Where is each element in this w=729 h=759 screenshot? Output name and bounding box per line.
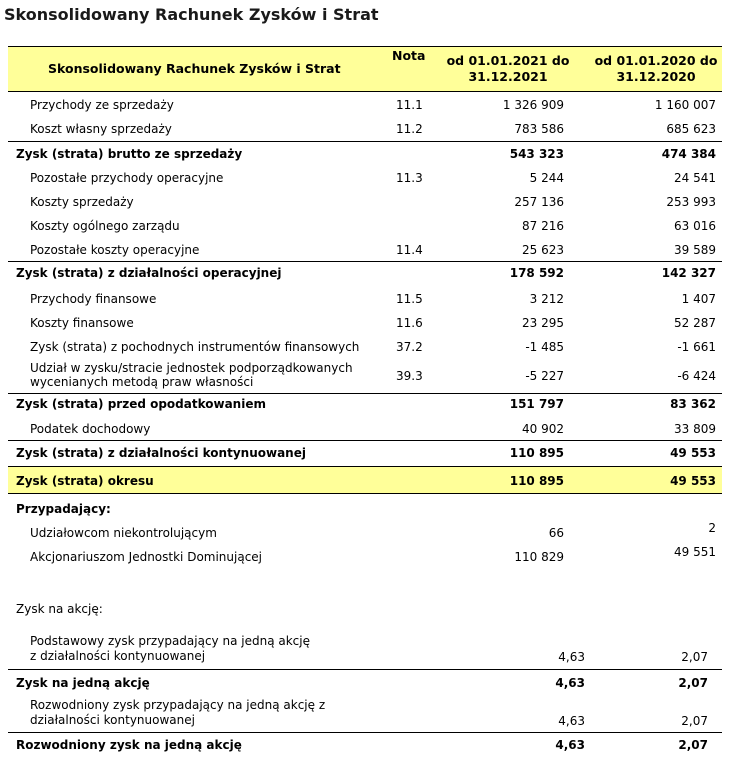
row-value-2020: 49 553 [670, 474, 716, 488]
row-value-2020: 33 809 [674, 422, 716, 436]
header-period-2020: od 01.01.2020 do 31.12.2020 [594, 53, 718, 84]
row-value-2020: 49 553 [670, 446, 716, 460]
row-nota: 11.5 [396, 292, 423, 306]
row-value-2021: 110 829 [514, 550, 564, 564]
row-value-2021: 110 895 [509, 446, 564, 460]
row-nota: 11.4 [396, 243, 423, 257]
row-label: Zysk (strata) okresu [16, 474, 154, 488]
row-value-2020: 474 384 [661, 147, 716, 161]
row-nota: 11.3 [396, 171, 423, 185]
table-row [8, 698, 722, 728]
row-label: Przychody ze sprzedaży [30, 98, 174, 112]
row-label: Zysk (strata) z działalności operacyjnej [16, 266, 282, 280]
row-divider [8, 141, 722, 142]
row-label: Zysk na jedną akcję [16, 676, 150, 690]
row-nota: 11.2 [396, 122, 423, 136]
table-header [8, 46, 722, 92]
row-value-2021: 40 902 [522, 422, 564, 436]
row-value-2020: 2,07 [681, 650, 708, 664]
row-nota: 11.1 [396, 98, 423, 112]
row-value-2021: 4,63 [558, 650, 585, 664]
row-value-2020: -1 661 [677, 340, 716, 354]
row-value-2021: 543 323 [509, 147, 564, 161]
row-divider [8, 732, 722, 733]
row-value-2020: 2,07 [681, 714, 708, 728]
attribution-heading: Przypadający: [16, 502, 111, 516]
row-value-2021: -1 485 [525, 340, 564, 354]
row-value-2020: 39 589 [674, 243, 716, 257]
row-value-2020: 142 327 [661, 266, 716, 280]
row-divider [8, 669, 722, 670]
row-value-2020: 2 [708, 521, 716, 535]
row-label-line-2: z działalności kontynuowanej [30, 649, 206, 663]
row-divider [8, 440, 722, 441]
header-period-2021: od 01.01.2021 do 31.12.2021 [446, 53, 570, 84]
row-value-2021: 5 244 [529, 171, 564, 185]
row-value-2020: 1 407 [681, 292, 716, 306]
row-nota: 39.3 [396, 369, 423, 383]
row-value-2020: 253 993 [666, 195, 716, 209]
row-label: Koszty finansowe [30, 316, 134, 330]
row-value-2021: 25 623 [522, 243, 564, 257]
row-label: Zysk (strata) brutto ze sprzedaży [16, 147, 243, 161]
row-label: Akcjonariuszom Jednostki Dominującej [30, 550, 263, 564]
row-value-2020: 2,07 [678, 676, 708, 690]
row-label-line-1: Udział w zysku/stracie jednostek podporządkowanych [30, 361, 353, 375]
row-value-2020: 685 623 [666, 122, 716, 136]
row-value-2021: 257 136 [514, 195, 564, 209]
row-value-2021: 1 326 909 [502, 98, 564, 112]
header-nota: Nota [392, 48, 426, 63]
eps-heading: Zysk na akcję: [16, 602, 103, 616]
row-value-2020: 24 541 [674, 171, 716, 185]
row-value-2020: 1 160 007 [654, 98, 716, 112]
row-value-2021: 66 [548, 526, 564, 540]
row-label: Koszty ogólnego zarządu [30, 219, 180, 233]
row-value-2021: 178 592 [509, 266, 564, 280]
row-label-line-1: Rozwodniony zysk przypadający na jedną akcję z [30, 698, 326, 712]
row-label: Podatek dochodowy [30, 422, 151, 436]
row-label: Koszt własny sprzedaży [30, 122, 172, 136]
row-value-2021: 4,63 [555, 676, 585, 690]
row-value-2021: 4,63 [558, 714, 585, 728]
row-value-2021: 783 586 [514, 122, 564, 136]
row-value-2020: 63 016 [674, 219, 716, 233]
row-label: Zysk (strata) przed opodatkowaniem [16, 397, 266, 411]
document-title: Skonsolidowany Rachunek Zysków i Strat [4, 5, 379, 24]
row-value-2020: 52 287 [674, 316, 716, 330]
row-value-2020: 83 362 [670, 397, 716, 411]
row-label: Zysk (strata) z działalności kontynuowanej [16, 446, 306, 460]
row-label: Przychody finansowe [30, 292, 157, 306]
row-value-2020: 2,07 [678, 738, 708, 752]
row-value-2021: 4,63 [555, 738, 585, 752]
row-value-2021: 151 797 [509, 397, 564, 411]
table-row [8, 634, 722, 664]
row-divider [8, 393, 722, 394]
row-value-2021: 3 212 [529, 292, 564, 306]
row-label: Pozostałe przychody operacyjne [30, 171, 224, 185]
row-label: Koszty sprzedaży [30, 195, 134, 209]
row-value-2021: 110 895 [509, 474, 564, 488]
row-value-2020: 49 551 [674, 545, 716, 559]
row-label: Zysk (strata) z pochodnych instrumentów finansowych [30, 340, 360, 354]
row-value-2021: -5 227 [525, 369, 564, 383]
header-statement-label: Skonsolidowany Rachunek Zysków i Strat [48, 61, 341, 76]
row-value-2021: 87 216 [522, 219, 564, 233]
row-label: Rozwodniony zysk na jedną akcję [16, 738, 242, 752]
row-label-line-1: Podstawowy zysk przypadający na jedną akcję [30, 634, 310, 648]
row-divider [8, 261, 722, 262]
row-label: Pozostałe koszty operacyjne [30, 243, 200, 257]
table-row [8, 361, 722, 391]
row-value-2021: 23 295 [522, 316, 564, 330]
row-nota: 11.6 [396, 316, 423, 330]
row-nota: 37.2 [396, 340, 423, 354]
row-value-2020: -6 424 [677, 369, 716, 383]
row-label: Udziałowcom niekontrolującym [30, 526, 217, 540]
row-label-line-2: wycenianych metodą praw własności [30, 375, 254, 389]
row-label-line-2: działalności kontynuowanej [30, 713, 195, 727]
